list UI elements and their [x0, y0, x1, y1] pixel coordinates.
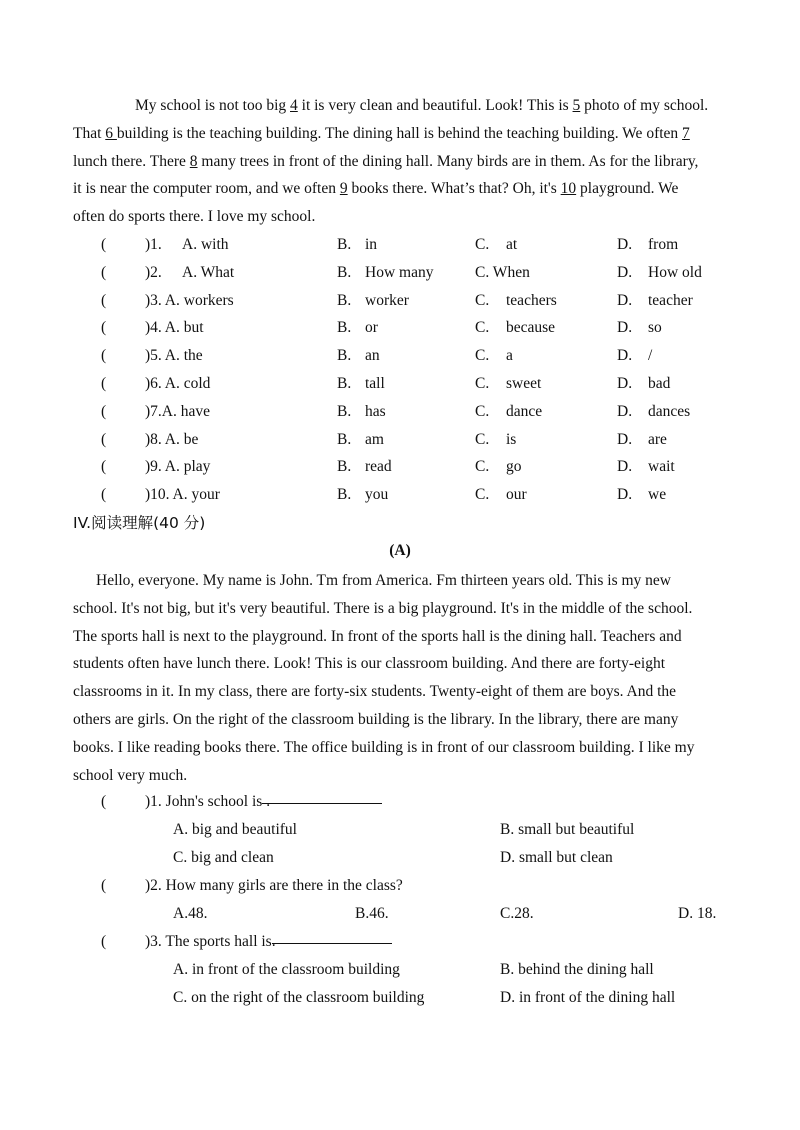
option-c: dance: [506, 402, 543, 420]
option-c-letter: C.: [475, 430, 490, 448]
option-d-letter: D.: [617, 291, 633, 309]
option-a: A. with: [182, 236, 229, 253]
question-row: [0, 426, 800, 454]
question-row: [0, 481, 800, 509]
option-d-letter: D.: [617, 375, 633, 392]
option-d-letter: D.: [617, 319, 633, 337]
question-number: )6. A. cold: [145, 375, 211, 392]
passage-line: The sports hall is next to the playground. In front of the sports hall is the dining hall. Teachers and: [73, 627, 682, 645]
answer-paren: (: [101, 402, 107, 420]
question-number: )7.A. have: [145, 402, 210, 420]
option-b-letter: B.: [337, 458, 352, 476]
option-c-letter: C.: [475, 458, 490, 476]
option-left: A. big and beautiful: [173, 821, 297, 838]
option-b-letter: B.: [337, 263, 352, 281]
question-row: [0, 231, 800, 259]
option-d-letter: D.: [617, 263, 633, 281]
passage-line: classrooms in it. In my class, there are forty-six students. Twenty-eight of them are boys. And the: [73, 683, 677, 701]
blank-number: 9: [339, 180, 348, 198]
option-row: [0, 900, 800, 928]
option-d-letter: D.: [617, 402, 633, 420]
cloze-passage: [73, 92, 727, 231]
answer-paren: (: [101, 236, 107, 253]
question-row: [0, 259, 800, 287]
option-b-letter: B.: [337, 347, 352, 365]
option-c-letter: C.: [475, 347, 490, 365]
question-number: )4. A. but: [145, 319, 204, 337]
question-row: [0, 453, 800, 481]
question-stem: )3. The sports hall is .: [145, 928, 276, 956]
option-b-letter: B.: [337, 319, 352, 337]
option-c-letter: C.: [475, 375, 490, 392]
question-number: )10. A. your: [145, 486, 220, 504]
option-c-letter: C.: [475, 486, 490, 504]
option-d: from: [648, 236, 679, 253]
passage-line: lunch there. There 8 many trees in front of the dining hall. Many birds are in them. As for the library,: [73, 152, 699, 170]
answer-blank: [272, 928, 392, 944]
question-row: [0, 287, 800, 315]
option-b-letter: B.: [337, 375, 352, 392]
question-row: [0, 314, 800, 342]
answer-paren: (: [101, 430, 107, 448]
option-d: teacher: [648, 291, 693, 309]
option-b: in: [365, 236, 378, 253]
passage-line: school. It's not big, but it's very beautiful. There is a big playground. It's in the middle of the school.: [73, 599, 693, 617]
answer-paren: (: [101, 793, 107, 810]
question-row: [0, 788, 800, 816]
answer-paren: (: [101, 375, 107, 392]
passage-line: That 6 building is the teaching building. The dining hall is behind the teaching building. We often 7: [73, 124, 690, 142]
question-number: )2.: [145, 263, 162, 281]
option-d-letter: D.: [617, 347, 633, 365]
option: B.46.: [355, 905, 389, 922]
option-c: is: [506, 430, 517, 448]
option-row: [0, 844, 800, 872]
question-row: [0, 370, 800, 398]
option-right: B. small but beautiful: [500, 821, 635, 838]
option-c: sweet: [506, 375, 542, 392]
option-b: worker: [365, 291, 409, 309]
question-row: [0, 398, 800, 426]
option-c-letter: C.: [475, 402, 490, 420]
passage-line: Hello, everyone. My name is John. Tm from America. Fm thirteen years old. This is my new: [96, 572, 671, 589]
question-number: )5. A. the: [145, 347, 203, 365]
option-c: go: [506, 458, 522, 476]
answer-blank: [262, 788, 382, 804]
answer-paren: (: [101, 263, 107, 281]
option: C.28.: [500, 905, 534, 922]
question-row: [0, 342, 800, 370]
option-b: read: [365, 458, 392, 476]
answer-paren: (: [101, 347, 107, 365]
passage-line: books. I like reading books there. The office building is in front of our classroom building. I like my: [73, 738, 695, 756]
passage-line: it is near the computer room, and we often 9 books there. What’s that? Oh, it's 10 playground. We: [73, 180, 679, 198]
option-a: A. What: [182, 263, 235, 281]
reading-passage: [73, 567, 727, 789]
option-d-letter: D.: [617, 486, 633, 504]
option-d: we: [648, 486, 667, 504]
option-b: or: [365, 319, 378, 337]
option-right: D. in front of the dining hall: [500, 989, 676, 1006]
question-number: )1.: [145, 236, 162, 253]
option-left: C. on the right of the classroom building: [173, 989, 425, 1006]
option-b: has: [365, 402, 386, 420]
blank-number: 6: [105, 124, 117, 142]
option-right: B. behind the dining hall: [500, 961, 654, 978]
option-b-letter: B.: [337, 291, 352, 309]
option-d: are: [648, 430, 667, 448]
option-b-letter: B.: [337, 402, 352, 420]
option-row: [0, 816, 800, 844]
passage-line: My school is not too big 4 it is very clean and beautiful. Look! This is 5 photo of my school.: [135, 97, 709, 114]
option-c: our: [506, 486, 527, 504]
passage-line: others are girls. On the right of the classroom building is the library. In the library, there are many: [73, 710, 679, 728]
blank-number: 4: [290, 97, 298, 114]
option-d-letter: D.: [617, 236, 633, 253]
option-row: [0, 956, 800, 984]
option-c-letter: C.: [475, 291, 490, 309]
passage-line: often do sports there. I love my school.: [73, 208, 316, 226]
question-number: )8. A. be: [145, 430, 199, 448]
passage-subtitle: (A): [389, 542, 411, 559]
option-b: tall: [365, 375, 385, 392]
question-row: [0, 928, 800, 956]
option-c-letter: C.: [475, 319, 490, 337]
blank-number: 8: [189, 152, 198, 170]
option-left: C. big and clean: [173, 849, 274, 866]
section-title: IV.阅读理解(40 分): [73, 514, 206, 532]
option-c: because: [506, 319, 556, 337]
option-right: D. small but clean: [500, 849, 613, 866]
option-b: am: [365, 430, 384, 448]
answer-paren: (: [101, 877, 107, 894]
option-d: /: [648, 347, 653, 365]
option-d: How old: [648, 263, 702, 281]
question-number: )9. A. play: [145, 458, 211, 476]
blank-number: 7: [682, 124, 690, 142]
answer-paren: (: [101, 933, 107, 950]
answer-paren: (: [101, 319, 107, 337]
option-b-letter: B.: [337, 236, 352, 253]
option-c: a: [506, 347, 513, 365]
option-b: an: [365, 347, 380, 365]
option-b-letter: B.: [337, 430, 352, 448]
option-d: wait: [648, 458, 675, 476]
answer-paren: (: [101, 291, 107, 309]
option-b: you: [365, 486, 389, 504]
option-d-letter: D.: [617, 430, 633, 448]
option-d-letter: D.: [617, 458, 633, 476]
passage-line: students often have lunch there. Look! This is our classroom building. And there are forty-eight: [73, 655, 666, 673]
answer-paren: (: [101, 458, 107, 476]
option-d: so: [648, 319, 662, 337]
option-left: A. in front of the classroom building: [173, 961, 400, 978]
passage-line: school very much.: [73, 766, 188, 784]
option-c: at: [506, 236, 518, 253]
question-number: )3. A. workers: [145, 291, 234, 309]
question-row: [0, 872, 800, 900]
option: A.48.: [173, 905, 208, 922]
option-row: [0, 984, 800, 1012]
option-d: bad: [648, 375, 671, 392]
option-b-letter: B.: [337, 486, 352, 504]
answer-paren: (: [101, 486, 107, 504]
question-stem: )1. John's school is .: [145, 788, 270, 816]
option-c-letter: C. When: [475, 263, 530, 281]
blank-number: 10: [560, 180, 577, 198]
option: D. 18.: [678, 905, 717, 922]
blank-number: 5: [572, 97, 581, 114]
option-c-letter: C.: [475, 236, 490, 253]
option-d: dances: [648, 402, 691, 420]
option-c: teachers: [506, 291, 557, 309]
option-b: How many: [365, 263, 434, 281]
question-stem: )2. How many girls are there in the class?: [145, 877, 403, 894]
